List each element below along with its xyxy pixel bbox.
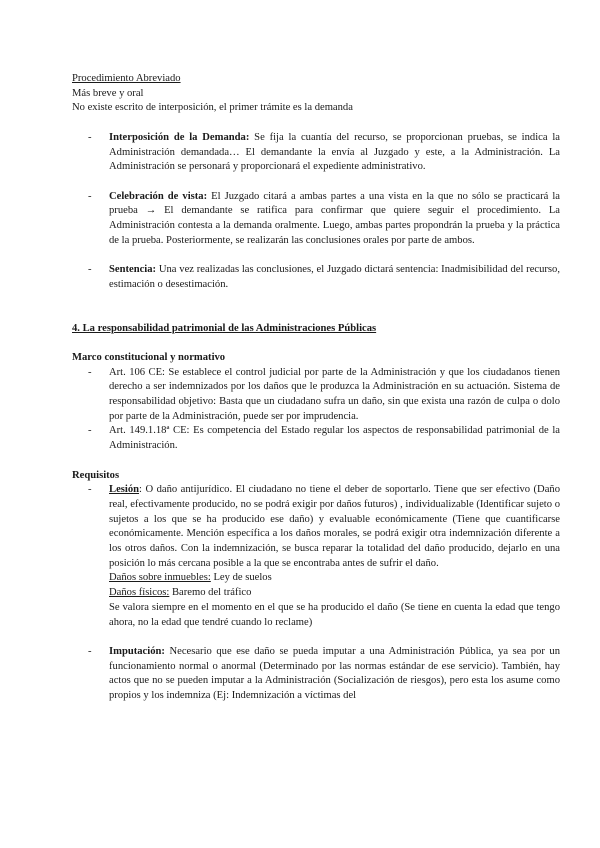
valora-text: Se valora siempre en el momento en el que se ha producido el daño (Se tiene en cuenta la edad que tengo ahora, no la edad que tendré cuando lo reclame): [109, 601, 560, 628]
list-item: [72, 645, 560, 704]
bullet-dash: -: [88, 264, 92, 276]
item-text: El Juzgado citará a ambas partes a una vista en la que no sólo se practicará la prueba → El demandante se ratifica para confirmar que quiere seguir el procedimiento. La Administración contesta a la demanda oralmente. Luego, ambas partes propondrán la prueba y la práctica de la prueba. Posteriormente, se realizarán las conclusiones orales por parte de ambos.: [109, 190, 560, 246]
item-label: Interposición de la Demanda:: [109, 131, 250, 143]
marco-title: Marco constitucional y normativo: [72, 351, 226, 363]
lesion-label: Lesión: [109, 484, 140, 496]
item-text: Art. 106 CE: Se establece el control judicial por parte de la Administración y que los ciudadanos tienen derecho a ser indemnizados por los daños que le produzca la Administración en su actuación. Sistema de responsabilidad objetivo: Basta que un ciudadano sufra un daño, sin que exista una razón de culpa o dolo por parte de la Administración, puede ser por imprudencia.: [109, 366, 560, 422]
bullet-dash: -: [88, 190, 92, 202]
item-text: Se fija la cuantía del recurso, se proporcionan pruebas, se indica la Administración demandada… El demandante la envía al Juzgado y este, a la Administración. La Administración se personará y proporcionará el expediente administrativo.: [109, 131, 560, 173]
inmuebles-text: Ley de suelos: [210, 572, 272, 584]
list-item: [72, 131, 560, 175]
item-label: Sentencia:: [109, 264, 157, 276]
section-4-title: 4. La responsabilidad patrimonial de las Administraciones Públicas: [72, 322, 377, 334]
procedimiento-abreviado: [72, 72, 560, 116]
procedimiento-list: [72, 131, 560, 293]
list-item: [72, 424, 560, 453]
fisicos-label: Daños físicos:: [109, 587, 170, 599]
bullet-dash: -: [88, 366, 92, 378]
requisitos-list: [72, 483, 560, 704]
procedimiento-title: Procedimiento Abreviado: [72, 73, 181, 84]
list-item: [72, 263, 560, 292]
imputacion-label: Imputación:: [109, 645, 165, 657]
item-text: Una vez realizadas las conclusiones, el Juzgado dictará sentencia: Inadmisibilidad del recurso, estimación o desestimación.: [109, 264, 560, 290]
imputacion-text: Necesario que ese daño se pueda imputar a una Administración Pública, ya sea por un funcionamiento normal o anormal (Determinado por las normas estándar de ese servicio). También, hay actos que no se pueden imputar a la Administración (Socialización de riesgos), pero esta los asume como propios y los indemniza (Ej: Indemnización a víctimas del: [109, 645, 560, 702]
lesion-text: : O daño antijurídico. El ciudadano no tiene el deber de soportarlo. Tiene que ser efectivo (Daño real, efectivamente producido, no se podrá exigir por daños futuros) , individualizable (Identificar sujeto o sujetos a los que se ha producido ese daño) y evaluable económicamente (Tiene que cuantificarse económicamente. Mención específica a los daños morales, se podrá exigir otra indemnización diferente a los otros daños. Con la indemnización, se busca reparar la totalidad del daño producido, dejarlo en una posición lo más cercana posible a la que se encontraba antes de sufrir el daño.: [109, 484, 560, 569]
requisitos-title: Requisitos: [72, 469, 120, 481]
list-item: [72, 483, 560, 630]
item-text: Art. 149.1.18ª CE: Es competencia del Estado regular los aspectos de responsabilidad patrimonial de la Administración.: [109, 425, 560, 452]
item-label: Celebración de vista:: [109, 190, 208, 202]
list-item: [72, 190, 560, 249]
intro-line-2: No existe escrito de interposición, el primer trámite es la demanda: [72, 102, 353, 114]
marco-list: [72, 366, 560, 454]
bullet-dash: -: [88, 425, 92, 437]
intro-line-1: Más breve y oral: [72, 87, 144, 99]
list-item: [72, 366, 560, 425]
inmuebles-label: Daños sobre inmuebles:: [109, 572, 211, 584]
bullet-dash: -: [88, 484, 92, 496]
bullet-dash: -: [88, 131, 92, 143]
bullet-dash: -: [88, 645, 92, 657]
fisicos-text: Baremo del tráfico: [169, 587, 252, 599]
